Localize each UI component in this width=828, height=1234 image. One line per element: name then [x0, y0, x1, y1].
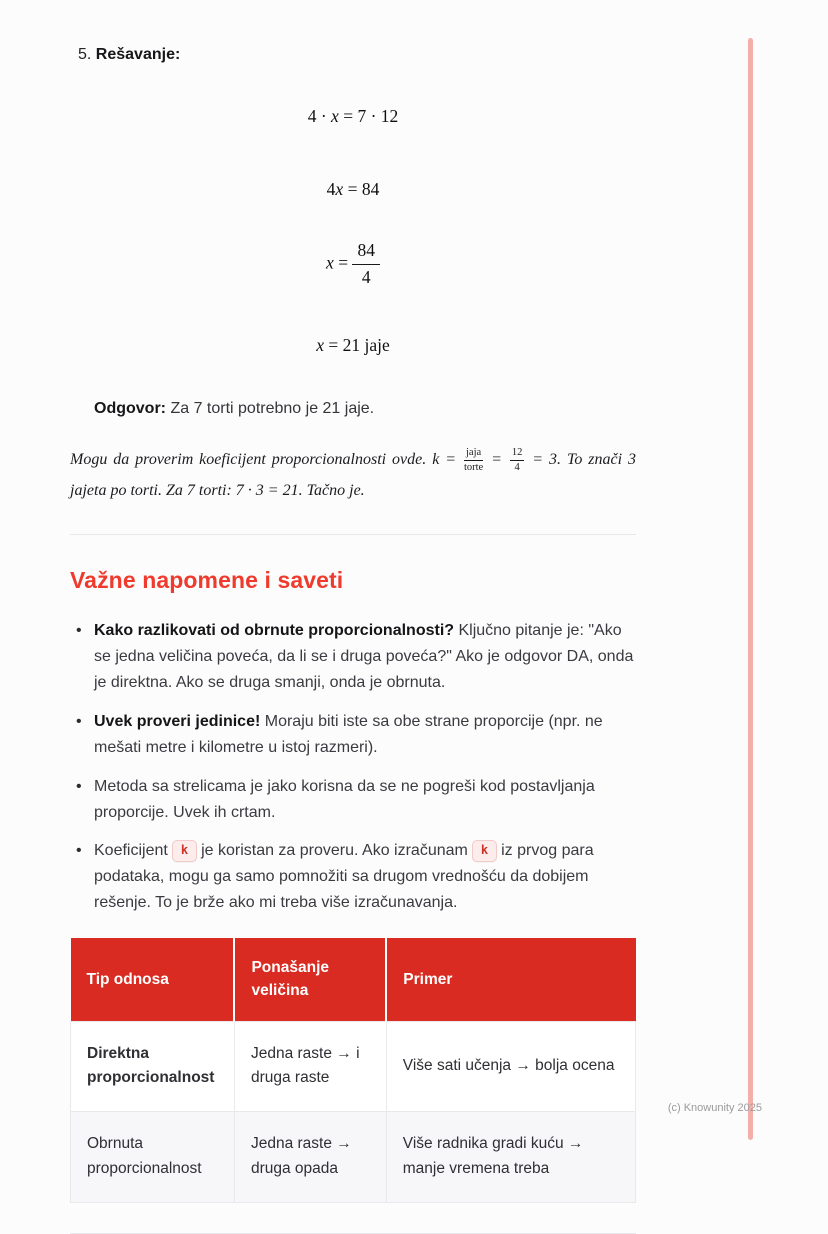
table-cell-behavior: Jedna raste → i druga raste: [234, 1021, 386, 1112]
list-item-text: iz prvog para podataka, mogu ga samo pomnožiti sa drugom vrednošću da dobijem rešenje. To je brže ako mi treba više izračunavanja.: [94, 842, 594, 912]
step-number: 5.: [78, 46, 92, 63]
equals-sign: =: [485, 450, 508, 468]
list-item-text: Metoda sa strelicama je jako korisna da se ne pogreši kod postavljanja proporcije. Uvek ih crtam.: [94, 777, 595, 821]
list-item: [70, 618, 636, 696]
list-item: [70, 774, 636, 826]
equation-text: = 84: [343, 179, 380, 199]
section-title: Važne napomene i saveti: [70, 567, 344, 594]
page-edge-marker: [748, 38, 753, 1140]
coefficient-code-chip: k: [472, 840, 497, 862]
equation-line-3: [70, 240, 636, 289]
table-cell-behavior: Jedna raste → druga opada: [234, 1112, 386, 1203]
fraction: [352, 240, 380, 289]
equation-text: 4: [326, 179, 336, 199]
table-cell-example: Više sati učenja → bolja ocena: [386, 1021, 635, 1112]
list-item-lead: Kako razlikovati od obrnute proporcionalnosti?: [94, 622, 455, 640]
list-item: [70, 709, 636, 761]
equation-text: = 21 jaje: [324, 334, 390, 355]
copyright-notice: (c) Knowunity 2025: [667, 1102, 762, 1114]
list-item-lead: Uvek proveri jedinice!: [94, 712, 261, 730]
equation-variable: x: [326, 252, 334, 273]
section-divider: [70, 534, 636, 535]
fraction-denominator: torte: [463, 461, 484, 473]
note-text: = 3. To znači 3 jajeta po torti. Za 7 torti: 7 · 3 = 21. Tačno je.: [70, 450, 637, 499]
step-heading: [70, 46, 636, 64]
table-header-cell: Tip odnosa: [71, 938, 235, 1021]
equation-variable: x: [335, 179, 344, 199]
table-header-cell: Ponašanje veličina: [234, 938, 386, 1021]
fraction-numerator: 84: [352, 240, 380, 265]
table-header-row: [71, 938, 636, 1021]
list-item-text: je koristan za proveru. Ako izračunam: [201, 842, 468, 860]
coefficient-code-chip: k: [172, 840, 197, 862]
table-cell-example: Više radnika gradi kuću → manje vremena treba: [386, 1112, 635, 1203]
table-row: [71, 1112, 636, 1203]
fraction-denominator: 4: [361, 266, 371, 287]
coefficient-variable: k: [432, 450, 440, 468]
fraction-denominator: 4: [514, 461, 520, 473]
table-row: [71, 1021, 636, 1112]
list-item-text: Ključno pitanje je: "Ako se jedna veličina poveća, da li se i druga poveća?" Ako je odgovor DA, onda je direktna. Ako se druga smanji, onda je obrnuta.: [94, 622, 634, 691]
table-cell-type: Direktna proporcionalnost: [71, 1021, 235, 1112]
equals-sign: =: [333, 252, 353, 273]
answer-label: Odgovor:: [94, 399, 166, 417]
equation-line-4: [70, 335, 636, 356]
tips-list: [70, 618, 636, 916]
inline-fraction: [464, 447, 483, 474]
list-item-text: Moraju biti iste sa obe strane proporcije (npr. ne mešati metre i kilometre u istoj razmeri).: [94, 712, 603, 756]
table-header-cell: Primer: [386, 938, 635, 1021]
equals-sign: =: [439, 450, 462, 468]
comparison-table: [70, 938, 636, 1203]
answer-line: [70, 400, 636, 418]
list-item-text: Koeficijent: [94, 842, 168, 860]
list-item: [70, 838, 636, 916]
answer-text: Za 7 torti potrebno je 21 jaje.: [166, 399, 375, 417]
equation-variable: x: [316, 334, 324, 355]
equation-text: 4 ·: [307, 106, 332, 126]
fraction-numerator: jaja: [464, 447, 483, 461]
equation-text: = 7 · 12: [338, 106, 399, 126]
equation-line-1: [70, 106, 636, 127]
step-title: Rešavanje:: [95, 46, 181, 63]
verification-note: [70, 444, 636, 506]
fraction-numerator: 12: [510, 447, 525, 461]
equation-variable: x: [331, 106, 339, 126]
table-cell-type: Obrnuta proporcionalnost: [71, 1112, 235, 1203]
note-text: Mogu da proverim koeficijent proporcionalnosti ovde.: [70, 450, 433, 468]
equation-line-2: [70, 179, 636, 200]
document-content: [70, 0, 636, 1234]
inline-fraction: [510, 447, 525, 474]
